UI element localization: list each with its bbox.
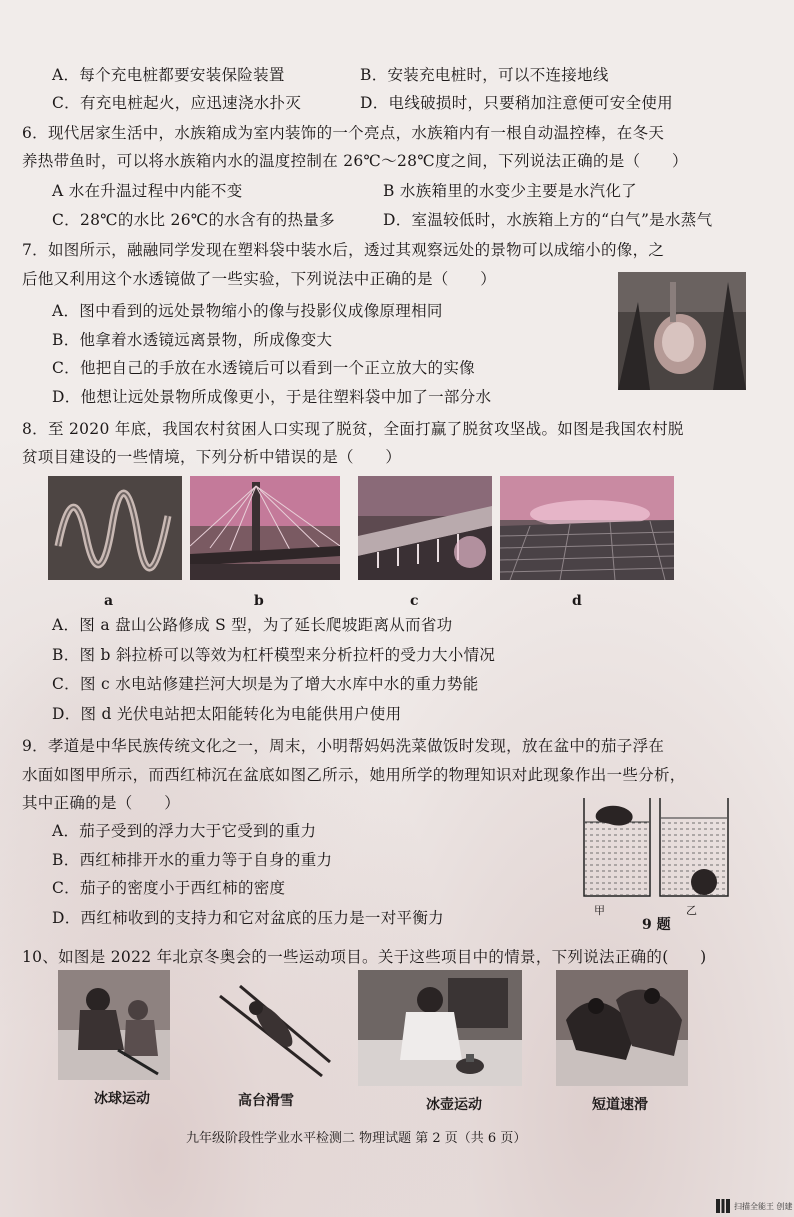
q7-stem-line2: 后他又利用这个水透镜做了一些实验，下列说法中正确的是（ ） bbox=[22, 270, 497, 288]
photo-c-hydropower-dam bbox=[358, 476, 492, 580]
beaker-label-yi: 乙 bbox=[686, 904, 697, 917]
q9-figure-caption: 9 题 bbox=[642, 917, 671, 933]
q5-option-c: C．有充电桩起火，应迅速浇水扑灭 bbox=[52, 94, 302, 112]
q6-stem-line1: 6．现代居家生活中，水族箱成为室内装饰的一个亮点，水族箱内有一根自动温控棒，在冬天 bbox=[22, 124, 665, 142]
photo-ice-hockey bbox=[58, 970, 170, 1080]
q8-option-a: A．图 a 盘山公路修成 S 型，为了延长爬坡距离从而省功 bbox=[52, 616, 453, 634]
q5-option-b: B．安装充电桩时，可以不连接地线 bbox=[360, 66, 609, 84]
q7-stem-line1: 7．如图所示，融融同学发现在塑料袋中装水后，透过其观察远处的景物可以成缩小的像，之 bbox=[22, 241, 665, 259]
q9-stem-line2: 水面如图甲所示，而西红柿沉在盆底如图乙所示，她用所学的物理知识对此现象作出一些分析， bbox=[22, 766, 686, 784]
q7-option-a: A．图中看到的远处景物缩小的像与投影仪成像原理相同 bbox=[52, 302, 443, 320]
photo-label-d: d bbox=[572, 593, 582, 609]
caption-short-track: 短道速滑 bbox=[592, 1097, 648, 1113]
q8-option-b: B．图 b 斜拉桥可以等效为杠杆模型来分析拉杆的受力大小情况 bbox=[52, 646, 496, 664]
q7-option-b: B．他拿着水透镜远离景物，所成像变大 bbox=[52, 331, 333, 349]
q7-option-c: C．他把自己的手放在水透镜后可以看到一个正立放大的实像 bbox=[52, 359, 475, 377]
q6-option-b: B 水族箱里的水变少主要是水汽化了 bbox=[383, 182, 637, 200]
q9-stem-line3: 其中正确的是（ ） bbox=[22, 794, 181, 812]
page-footer: 九年级阶段性学业水平检测二 物理试题 第 2 页（共 6 页） bbox=[186, 1131, 527, 1146]
q9-stem-line1: 9．孝道是中华民族传统文化之一，周末，小明帮妈妈洗菜做饭时发现，放在盆中的茄子浮在 bbox=[22, 737, 665, 755]
q8-stem-line1: 8．至 2020 年底，我国农村贫困人口实现了脱贫，全面打赢了脱贫攻坚战。如图是我国农村脱 bbox=[22, 420, 684, 438]
photo-label-c: c bbox=[410, 593, 419, 609]
q9-option-d: D．西红柿收到的支持力和它对盆底的压力是一对平衡力 bbox=[52, 909, 444, 927]
q8-option-c: C．图 c 水电站修建拦河大坝是为了增大水库中水的重力势能 bbox=[52, 675, 479, 693]
q9-option-c: C．茄子的密度小于西红柿的密度 bbox=[52, 879, 286, 897]
q6-stem-line2: 养热带鱼时，可以将水族箱内水的温度控制在 26℃～28℃度之间，下列说法正确的是（ ） bbox=[22, 152, 688, 170]
photo-b-cable-bridge bbox=[190, 476, 340, 580]
caption-curling: 冰壶运动 bbox=[426, 1097, 482, 1113]
scanner-watermark: 扫描全能王 创建 bbox=[734, 1202, 793, 1211]
q9-beakers-figure bbox=[578, 796, 760, 906]
q10-stem-line1: 10、如图是 2022 年北京冬奥会的一些运动项目。关于这些项目中的情景，下列说法正确的( ) bbox=[22, 948, 707, 966]
q9-option-b: B．西红柿排开水的重力等于自身的重力 bbox=[52, 851, 333, 869]
beaker-label-jia: 甲 bbox=[594, 904, 605, 917]
q5-option-a: A．每个充电桩都要安装保险装置 bbox=[52, 66, 285, 84]
photo-label-a: a bbox=[104, 593, 114, 609]
q6-option-d: D．室温较低时，水族箱上方的“白气”是水蒸气 bbox=[383, 211, 713, 229]
photo-curling bbox=[358, 970, 522, 1086]
photo-ski-jumping bbox=[210, 976, 340, 1084]
caption-ice-hockey: 冰球运动 bbox=[94, 1091, 150, 1107]
q5-option-d: D．电线破损时，只要稍加注意便可安全使用 bbox=[360, 94, 673, 112]
qr-code-icon bbox=[716, 1199, 730, 1213]
q6-option-a: A 水在升温过程中内能不变 bbox=[52, 182, 243, 200]
photo-label-b: b bbox=[254, 593, 264, 609]
q8-option-d: D．图 d 光伏电站把太阳能转化为电能供用户使用 bbox=[52, 705, 402, 723]
caption-ski-jumping: 高台滑雪 bbox=[238, 1093, 294, 1109]
q8-stem-line2: 贫项目建设的一些情境，下列分析中错误的是（ ） bbox=[22, 448, 402, 466]
photo-a-mountain-road bbox=[48, 476, 182, 580]
photo-short-track bbox=[556, 970, 688, 1086]
q6-option-c: C．28℃的水比 26℃的水含有的热量多 bbox=[52, 211, 335, 229]
q9-option-a: A．茄子受到的浮力大于它受到的重力 bbox=[52, 822, 317, 840]
water-lens-photo bbox=[618, 272, 746, 390]
q7-option-d: D．他想让远处景物所成像更小，于是往塑料袋中加了一部分水 bbox=[52, 388, 492, 406]
photo-d-solar-station bbox=[500, 476, 674, 580]
